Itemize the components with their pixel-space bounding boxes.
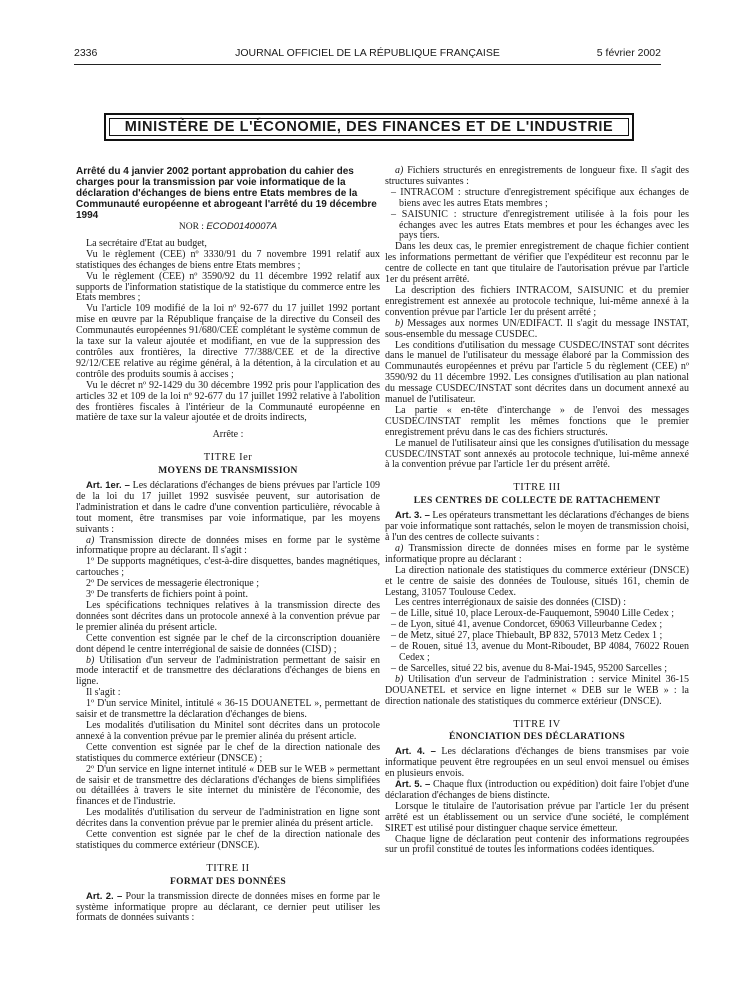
item-text: Messages aux normes UN/EDIFACT. Il s'agit du message INSTAT, sous-ensemble du message CUSDEC. (385, 317, 689, 340)
nor-label: NOR : (178, 222, 207, 232)
paragraph (76, 656, 380, 689)
paragraph: Le manuel de l'utilisateur ainsi que les consignes d'utilisation du message CUSDEC/INSTAT sont annexés au protocole technique, lui-même annexé à la convention prévue par l'article 1er du présent arrêté. (385, 437, 689, 471)
ministry-name: MINISTÈRE DE L'ÉCONOMIE, DES FINANCES ET DE L'INDUSTRIE (109, 118, 629, 136)
paragraph: Les spécifications techniques relatives à la transmission directe des données sont décrites dans un protocole annexé à la convention prévue par le premier alinéa du présent article. (76, 600, 380, 633)
article-text: Chaque flux (introduction ou expédition) doit faire l'objet d'une déclaration d'échanges de biens distincte. (385, 779, 689, 801)
journal-title: JOURNAL OFFICIEL DE LA RÉPUBLIQUE FRANÇAISE (235, 47, 500, 59)
paragraph: 2º D'un service en ligne internet intitulé « DEB sur le WEB » permettant de saisir et de transmettre des déclarations d'échanges de biens simplifiées ou détaillées à travers le site internet du ministère de l'économie, des finances et de l'industrie. (76, 763, 380, 808)
page-number: 2336 (74, 47, 98, 59)
list-item: – INTRACOM : structure d'enregistrement spécifique aux échanges de biens avec les autres Etats membres ; (391, 186, 689, 209)
item-label: a) (395, 542, 404, 554)
article-text: Les opérateurs transmettant les déclarations d'échanges de biens par voie informatique sont rattachés, selon le moyen de transmission choisi, à l'un des centres de collecte suivants : (385, 510, 689, 543)
titre-heading: TITRE IV (513, 718, 561, 730)
item-text: Transmission directe de données mises en forme par le système informatique propre au déclarant. Il s'agit : (76, 534, 380, 557)
titre-subheading: FORMAT DES DONNÉES (170, 876, 286, 887)
paragraph: Les conditions d'utilisation du message CUSDEC/INSTAT sont décrites dans le manuel de l'utilisateur du message élaboré par la Commission des Communautés européennes et prévu par l'article 5 du règlement (CEE) nº 3590/92 du 11 décembre 1992. Les consignes d'utilisation au plan national du message CUSDEC/INSTAT sont décrites dans un document annexé au manuel de l'utilisateur. (385, 339, 689, 406)
paragraph (385, 544, 689, 566)
article-text: Les déclarations d'échanges de biens prévues par l'article 109 de la loi du 17 juillet 1992 susvisée peuvent, sur autorisation de l'administration et dans le cadre d'une convention particulière, révocable à tout moment, être transmises par voie informatique, par les moyens suivants : (76, 480, 380, 535)
ministry-banner (104, 113, 634, 141)
paragraph (385, 166, 689, 188)
list-item: – de Lille, situé 10, place Leroux-de-Fauquemont, 59040 Lille Cedex ; (391, 608, 674, 620)
running-header (74, 47, 661, 63)
item-text: Transmission directe de données mises en forme par le système informatique propre au déclarant : (385, 542, 689, 565)
nor-reference (76, 222, 380, 233)
paragraph: Vu le règlement (CEE) nº 3590/92 du 11 décembre 1992 relatif aux supports de l'information statistique de la statistique du commerce entre les Etats membres ; (76, 270, 380, 304)
article (385, 780, 689, 802)
paragraph: Cette convention est signée par le chef de la direction nationale des statistiques du commerce extérieur (DNSCE) ; (76, 741, 380, 764)
titre-heading: TITRE III (513, 482, 561, 494)
list-item: – SAISUNIC : structure d'enregistrement utilisée à la fois pour les échanges avec les autres Etats membres et pour les échanges avec les pays tiers. (391, 208, 689, 242)
titre-subheading: LES CENTRES DE COLLECTE DE RATTACHEMENT (413, 496, 661, 507)
issue-date: 5 février 2002 (596, 47, 661, 59)
paragraph: Les modalités d'utilisation du Minitel sont décrites dans un protocole annexé à la convention prévue par le premier alinéa du présent article. (76, 719, 380, 742)
paragraph (385, 319, 689, 341)
paragraph: Cette convention est signée par le chef de la circonscription douanière dont dépend le centre interrégional de saisie de données (CISD) ; (76, 632, 380, 655)
article (385, 511, 689, 544)
list-item: 2º De services de messagerie électronique ; (86, 578, 260, 590)
header-rule (74, 64, 661, 65)
left-column (76, 166, 380, 924)
titre-heading: TITRE Ier (203, 452, 253, 464)
item-text: Utilisation d'un serveur de l'administration : service Minitel 36-15 DOUANETEL et service en ligne internet « DEB sur le WEB » : la direction nationale des statistiques du commerce extérieur (DNSCE). (385, 673, 689, 707)
item-label: a) (86, 534, 95, 546)
paragraph: Il s'agit : (86, 687, 121, 699)
paragraph (76, 536, 380, 558)
list-item: 3º De transferts de fichiers point à point. (86, 589, 248, 601)
right-column (385, 166, 689, 856)
article-text: Pour la transmission directe de données mises en forme par le système informatique propre au déclarant, ce dernier peut utiliser les formats de données suivants : (76, 890, 380, 924)
item-text: Fichiers structurés en enregistrements de longueur fixe. Il s'agit des structures suivantes : (385, 165, 689, 187)
article-text: Les déclarations d'échanges de biens transmises par voie informatique peuvent être regroupées en un seul envoi mensuel ou émises en plusieurs envois. (385, 746, 689, 780)
paragraph: La direction nationale des statistiques du commerce extérieur (DNSCE) et le centre de saisie des données de Toulouse, situés 161, chemin de Lestang, 31057 Toulouse Cedex. (385, 564, 689, 598)
paragraph: Chaque ligne de déclaration peut contenir des informations regroupées sur un profil constitué de toutes les informations codées identiques. (385, 833, 689, 856)
article-label: Art. 1er. – (86, 480, 130, 492)
paragraph: La description des fichiers INTRACOM, SAISUNIC et du premier enregistrement est annexée au protocole technique, lui-même annexé à la convention prévue par l'article 1er du présent arrêté ; (385, 284, 689, 318)
titre-subheading: ÉNONCIATION DES DÉCLARATIONS (449, 732, 625, 743)
article-label: Art. 3. – (395, 510, 430, 522)
list-item: – de Lyon, situé 41, avenue Condorcet, 69063 Villeurbanne Cedex ; (391, 619, 663, 631)
titre-subheading: MOYENS DE TRANSMISSION (158, 466, 298, 477)
list-item: – de Sarcelles, situé 22 bis, avenue du 8-Mai-1945, 95200 Sarcelles ; (391, 662, 668, 674)
titre-heading: TITRE II (206, 862, 250, 874)
list-item: – de Metz, situé 27, place Thiebault, BP 832, 57013 Metz Cedex 1 ; (391, 630, 663, 642)
article (76, 892, 380, 925)
article-label: Art. 4. – (395, 746, 436, 758)
item-text: Utilisation d'un serveur de l'administration permettant de saisir en mode interactif et de transmettre des déclarations d'échanges de biens en ligne. (76, 654, 380, 688)
paragraph: Vu le décret nº 92-1429 du 30 décembre 1992 pris pour l'application des articles 32 et 109 de la loi nº 92-677 du 17 juillet 1992 relative à l'abolition des frontières fiscales à l'intérieur de la Communauté européenne en matière de taxe sur la valeur ajoutée et de droits indirects, (76, 379, 380, 424)
paragraph: Vu le règlement (CEE) nº 3330/91 du 7 novembre 1991 relatif aux statistiques des échanges de biens entre Etats membres ; (76, 248, 380, 271)
article-label: Art. 2. – (86, 890, 123, 902)
decree-title: Arrêté du 4 janvier 2002 portant approbation du cahier des charges pour la transmission par voie informatique de la déclaration d'échanges de biens entre Etats membres de la Communauté européenne et abrogeant l'arrêté du 19 décembre 1994 (76, 166, 377, 221)
list-item: 1º De supports magnétiques, c'est-à-dire disquettes, bandes magnétiques, cartouches ; (76, 556, 380, 579)
paragraph: Les modalités d'utilisation du serveur de l'administration en ligne sont décrites dans la convention prévue par le premier alinéa du présent article. (76, 807, 380, 830)
paragraph: 1º D'un service Minitel, intitulé « 36-15 DOUANETEL », permettant de saisir et de transmettre la déclaration d'échanges de biens. (76, 698, 380, 721)
article (76, 481, 380, 536)
article-label: Art. 5. – (395, 779, 431, 791)
paragraph: Les centres interrégionaux de saisie des données (CISD) : (395, 597, 627, 609)
paragraph (385, 675, 689, 708)
nor-code: ECOD0140007A (206, 221, 278, 232)
item-label: b) (395, 317, 404, 329)
paragraph: La partie « en-tête d'interchange » de l'envoi des messages CUSDEC/INSTAT remplit les mêmes fonctions que le premier enregistrement prévu dans le cas des fichiers structurés. (385, 404, 689, 438)
paragraph: Cette convention est signée par le chef de la direction nationale des statistiques du commerce extérieur (DNSCE). (76, 829, 380, 851)
list-item: – de Rouen, situé 13, avenue du Mont-Riboudet, BP 4084, 76022 Rouen Cedex ; (391, 641, 689, 663)
item-label: b) (395, 673, 404, 685)
item-label: b) (86, 654, 95, 666)
article (385, 747, 689, 780)
paragraph: Lorsque le titulaire de l'autorisation prévue par l'article 1er du présent arrêté est un établissement ou un service d'une société, le complément SIRET est utilisé pour distinguer chaque service émetteur. (385, 800, 689, 834)
paragraph: La secrétaire d'Etat au budget, (86, 237, 207, 249)
arrete-heading: Arrête : (212, 429, 244, 441)
paragraph: Vu l'article 109 modifié de la loi nº 92-677 du 17 juillet 1992 portant mise en œuvre par la République française de la directive du Conseil des Communautés européennes 91/680/CEE complétant le système commun de la taxe sur la valeur ajoutée et modifiant, en vue de la suppression des contrôles aux frontières, la directive 77/388/CEE et de la directive 92/12/CEE relative au régime général, à la détention, à la circulation et au contrôle des produits soumis à accises ; (76, 303, 380, 380)
item-label: a) (395, 165, 404, 176)
paragraph: Dans les deux cas, le premier enregistrement de chaque fichier contient les informations permettant de vérifier que l'expéditeur est reconnu par le centre de collecte en tant que titulaire de l'autorisation prévue par l'article 1er du présent arrêté. (385, 241, 689, 286)
